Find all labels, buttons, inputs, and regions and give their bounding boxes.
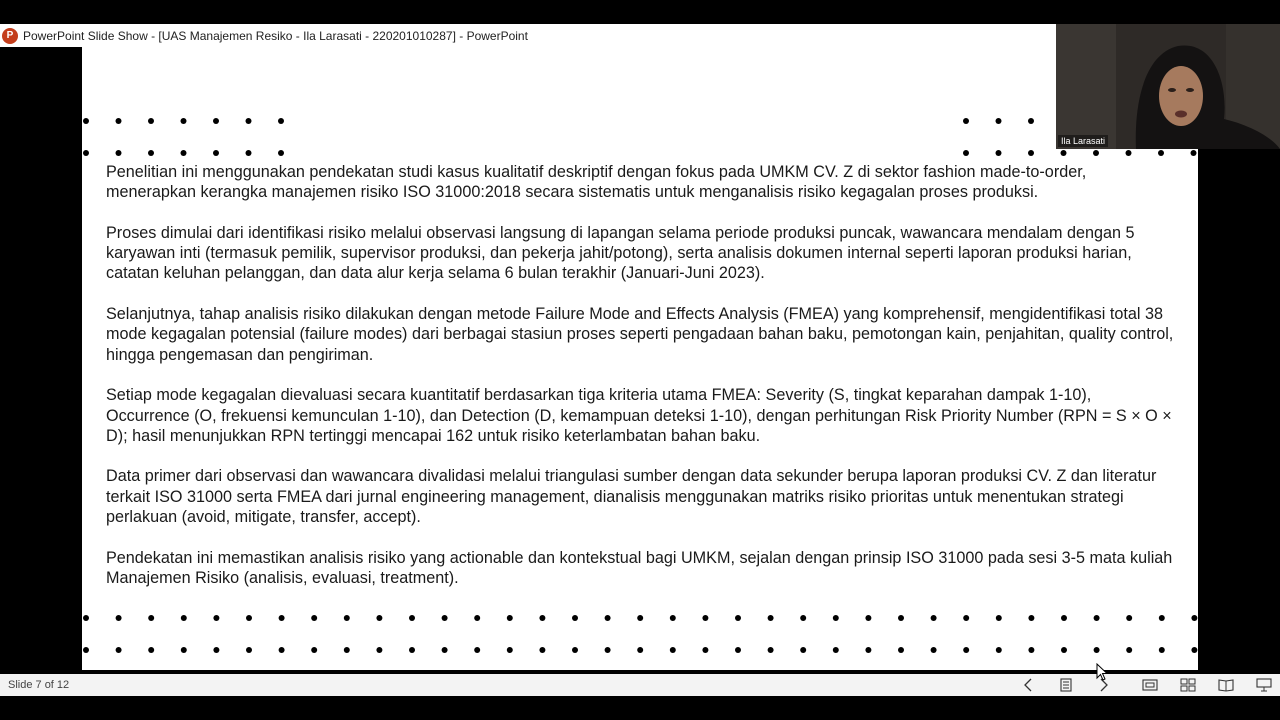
paragraph-6: Pendekatan ini memastikan analisis risiko yang actionable dan kontekstual bagi UMKM, sejalan dengan prinsip ISO 31000 pada sesi 3-5 mata kuliah Manajemen Risiko (analisis, evaluasi, treatment). <box>106 548 1173 587</box>
paragraph-3: Selanjutnya, tahap analisis risiko dilakukan dengan metode Failure Mode and Effects Analysis (FMEA) yang komprehensif, mengidentifikasi total 38 mode kegagalan potensial (failure modes) dari berbagai stasiun proses seperti pengadaan bahan baku, pemotongan kain, penjahitan, quality control, hingga pengemasan dan pengiriman. <box>106 305 1174 364</box>
decorative-dots-top-left <box>82 116 292 156</box>
slide-counter: Slide 7 of 12 <box>8 679 70 691</box>
mouse-cursor-icon <box>1096 663 1110 683</box>
previous-icon[interactable] <box>1020 677 1036 693</box>
statusbar-controls <box>998 674 1272 696</box>
participant-name-label: Ila Larasati <box>1058 135 1108 147</box>
paragraph-4: Setiap mode kegagalan dievaluasi secara kuantitatif berdasarkan tiga kriteria utama FMEA: Severity (S, tingkat keparahan dampak 1-10), Occurrence (O, frekuensi kemunculan 1-10), dan Detection (D, kemampuan deteksi 1-10), dengan perhitungan Risk Priority Number (RPN = S × O × D); hasil menunjukkan RPN tertinggi mencapai 162 untuk risiko keterlambatan bahan baku. <box>106 386 1172 445</box>
paragraph-5: Data primer dari observasi dan wawancara divalidasi melalui triangulasi sumber dengan data sekunder berupa laporan produksi CV. Z dan literatur terkait ISO 31000 serta FMEA dari jurnal engineering management, dianalisis menggunakan matriks risiko prioritas untuk menentukan strategi perlakuan (avoid, mitigate, transfer, accept). <box>106 467 1157 527</box>
slideshow-icon[interactable] <box>1256 677 1272 693</box>
slideshow-statusbar <box>0 674 1280 696</box>
decorative-dots-bottom <box>82 613 1198 653</box>
slide-sorter-icon[interactable] <box>1180 677 1196 693</box>
window-title: PowerPoint Slide Show - [UAS Manajemen Resiko - Ila Larasati - 220201010287] - PowerPoint <box>23 28 528 43</box>
slide-menu-icon[interactable] <box>1058 677 1074 693</box>
participant-video-icon <box>1056 24 1280 149</box>
slide-body-text <box>106 162 1176 609</box>
powerpoint-app-icon: P <box>2 28 18 44</box>
reading-view-icon[interactable] <box>1218 677 1234 693</box>
webcam-video-feed <box>1056 24 1280 149</box>
paragraph-2: Proses dimulai dari identifikasi risiko melalui observasi langsung di lapangan selama periode produksi puncak, wawancara mendalam dengan 5 karyawan inti (termasuk pemilik, supervisor produksi, dan pekerja jahit/potong), serta analisis dokumen internal seperti laporan produksi harian, catatan keluhan pelanggan, dan data alur kerja selama 6 bulan terakhir (Januari-Juni 2023). <box>106 223 1135 283</box>
paragraph-1: Penelitian ini menggunakan pendekatan studi kasus kualitatif deskriptif dengan fokus pada UMKM CV. Z di sektor fashion made-to-order, menerapkan kerangka manajemen risiko ISO 31000:2018 secara sistematis untuk menganalisis risiko kegagalan proses produksi. <box>106 163 1087 202</box>
normal-view-icon[interactable] <box>1142 677 1158 693</box>
slide-canvas[interactable] <box>82 47 1198 670</box>
